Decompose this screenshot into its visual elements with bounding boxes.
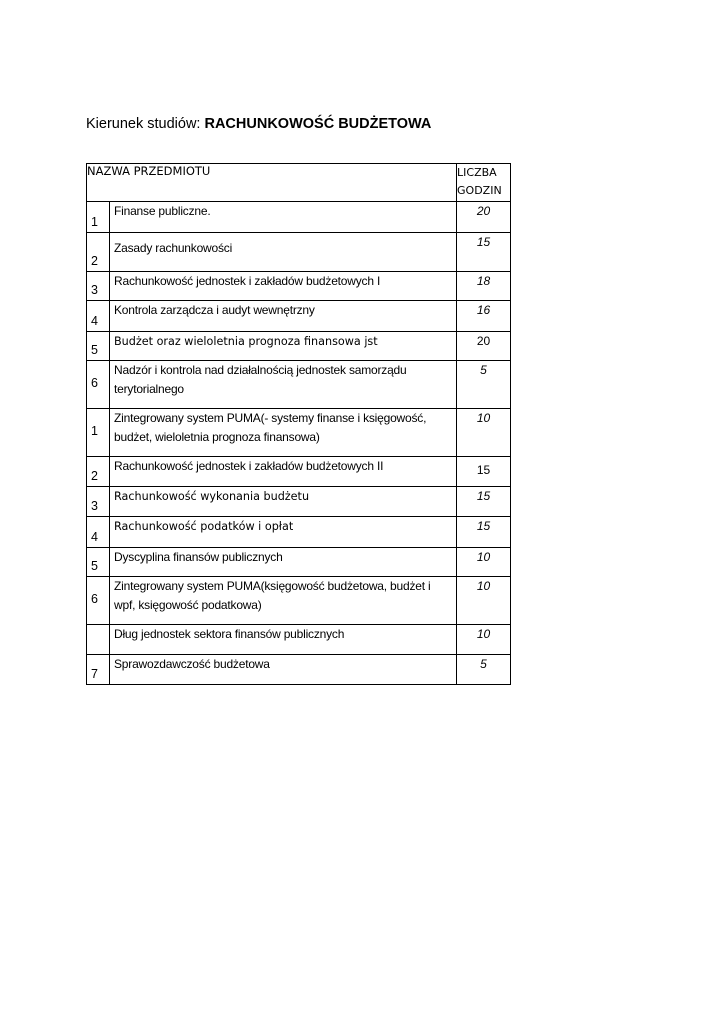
- course-name: Rachunkowość podatków i opłat: [110, 517, 457, 548]
- column-header-hours-line1: LICZBA: [457, 166, 497, 179]
- table-row: [87, 655, 511, 685]
- course-name: Zintegrowany system PUMA(księgowość budżetowa, budżet i wpf, księgowość podatkowa): [110, 577, 457, 625]
- row-number: 3: [87, 272, 110, 301]
- row-number: 4: [87, 301, 110, 332]
- row-number: 7: [87, 655, 110, 685]
- row-number: 5: [87, 332, 110, 361]
- course-name: Rachunkowość wykonania budżetu: [110, 487, 457, 517]
- column-header-hours-line2: GODZIN: [457, 184, 502, 197]
- course-hours: 20: [457, 332, 511, 361]
- course-hours: 10: [457, 548, 511, 577]
- course-name: Zintegrowany system PUMA(- systemy finanse i księgowość, budżet, wieloletnia prognoza finansowa): [110, 409, 457, 457]
- course-name: Budżet oraz wieloletnia prognoza finansowa jst: [110, 332, 457, 361]
- row-number: 6: [87, 577, 110, 625]
- table-row: [87, 233, 511, 272]
- heading-label: Kierunek studiów:: [86, 116, 201, 132]
- course-hours: 15: [457, 517, 511, 548]
- course-name: Finanse publiczne.: [110, 202, 457, 233]
- course-name: Zasady rachunkowości: [110, 233, 457, 272]
- document-heading: [86, 116, 431, 132]
- row-number: 5: [87, 548, 110, 577]
- table-row: [87, 272, 511, 301]
- table-row: [87, 625, 511, 655]
- program-name: RACHUNKOWOŚĆ BUDŻETOWA: [204, 116, 432, 132]
- course-hours: 15: [457, 487, 511, 517]
- course-name: Rachunkowość jednostek i zakładów budżetowych I: [110, 272, 457, 301]
- row-number: 4: [87, 517, 110, 548]
- course-name: Nadzór i kontrola nad działalnością jednostek samorządu terytorialnego: [110, 361, 457, 409]
- row-number: 3: [87, 487, 110, 517]
- table-row: [87, 577, 511, 625]
- row-number: [87, 625, 110, 655]
- course-name: Sprawozdawczość budżetowa: [110, 655, 457, 685]
- course-hours: 20: [457, 202, 511, 233]
- table-row: [87, 487, 511, 517]
- row-number: 2: [87, 233, 110, 272]
- table-header-row: [87, 164, 511, 202]
- row-number: 2: [87, 457, 110, 487]
- course-hours: 5: [457, 361, 511, 409]
- table-row: [87, 202, 511, 233]
- table-row: [87, 409, 511, 457]
- row-number: 1: [87, 409, 110, 457]
- course-hours: 16: [457, 301, 511, 332]
- course-hours: 10: [457, 625, 511, 655]
- course-hours: 15: [457, 457, 511, 487]
- row-number: 6: [87, 361, 110, 409]
- course-hours: 18: [457, 272, 511, 301]
- course-name: Dyscyplina finansów publicznych: [110, 548, 457, 577]
- course-name: Kontrola zarządcza i audyt wewnętrzny: [110, 301, 457, 332]
- table-row: [87, 517, 511, 548]
- course-hours: 10: [457, 577, 511, 625]
- course-hours: 10: [457, 409, 511, 457]
- table-row: [87, 301, 511, 332]
- row-number: 1: [87, 202, 110, 233]
- table-row: [87, 548, 511, 577]
- course-hours: 15: [457, 233, 511, 272]
- table-row: [87, 361, 511, 409]
- table-row: [87, 457, 511, 487]
- table-row: [87, 332, 511, 361]
- course-name: Rachunkowość jednostek i zakładów budżetowych II: [110, 457, 457, 487]
- column-header-name: NAZWA PRZEDMIOTU: [87, 164, 457, 202]
- course-name: Dług jednostek sektora finansów publicznych: [110, 625, 457, 655]
- course-hours: 5: [457, 655, 511, 685]
- courses-table: [86, 163, 511, 685]
- column-header-hours: [457, 164, 511, 202]
